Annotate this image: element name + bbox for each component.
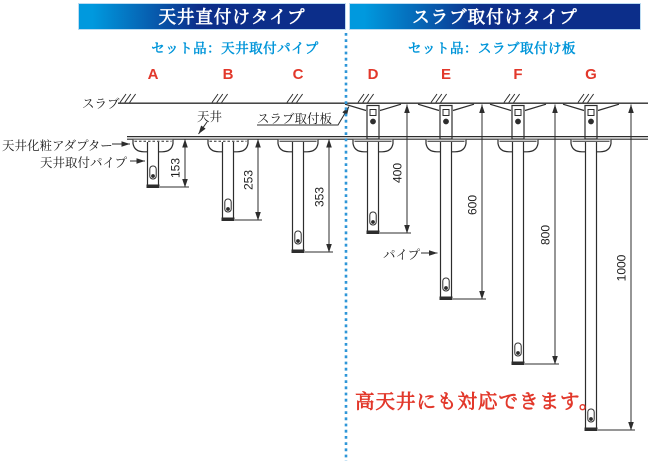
variant-letters	[148, 66, 597, 83]
dim-value-e: 600	[465, 194, 480, 216]
pipe-f	[512, 142, 525, 365]
bracket-g-slot	[588, 110, 594, 116]
bracket-f-slot	[515, 110, 521, 116]
dim-value-c: 353	[312, 186, 327, 208]
dim-value-f: 800	[538, 224, 553, 246]
label-ceiling-adapter: 天井化粧アダプター	[2, 139, 113, 153]
bracket-e-screw	[443, 119, 449, 125]
slab-hatching	[120, 94, 594, 103]
bracket-g-screw	[588, 119, 594, 125]
pipe-d	[367, 142, 380, 234]
bracket-e-slot	[443, 110, 449, 116]
pipe-c	[292, 142, 305, 253]
bracket-f-screw	[515, 119, 521, 125]
variant-letter-d: D	[367, 66, 379, 83]
label-ceiling-mount-pipe: 天井取付パイプ	[40, 156, 128, 170]
header-right-title: スラブ取付けタイプ	[412, 7, 578, 27]
subtitle-left-set-item: セット品：天井取付パイプ	[151, 41, 319, 56]
variant-letter-f: F	[513, 66, 523, 83]
dimension-e	[453, 105, 486, 300]
dimension-d	[380, 105, 411, 234]
variant-letter-b: B	[222, 66, 234, 83]
dim-value-a: 153	[168, 157, 183, 179]
label-ceiling: 天井	[197, 110, 223, 124]
bracket-d-screw	[370, 119, 376, 125]
bracket-d-slot	[370, 110, 376, 116]
label-slab-plate: スラブ取付板	[257, 112, 333, 126]
high-ceiling-note: 高天井にも対応できます。	[355, 391, 600, 413]
variant-letter-e: E	[440, 66, 452, 83]
pipe-e	[440, 142, 453, 300]
variant-letter-a: A	[147, 66, 159, 83]
dimension-g	[598, 105, 635, 431]
subtitle-right-set-item: セット品：スラブ取付け板	[408, 41, 576, 56]
dimension-c	[305, 139, 333, 253]
pipe-a	[147, 142, 160, 188]
dim-value-g: 1000	[614, 254, 629, 282]
leader-arrows	[112, 107, 438, 254]
pipe-b	[222, 142, 235, 221]
label-pipe: パイプ	[383, 248, 421, 262]
dim-value-b: 253	[241, 169, 256, 191]
ceiling-line	[127, 137, 648, 140]
variant-letter-c: C	[292, 66, 304, 83]
header-left-title: 天井直付けタイプ	[158, 7, 306, 27]
dim-value-d: 400	[390, 162, 405, 184]
label-slab: スラブ	[82, 97, 120, 111]
variant-letter-g: G	[585, 66, 597, 83]
